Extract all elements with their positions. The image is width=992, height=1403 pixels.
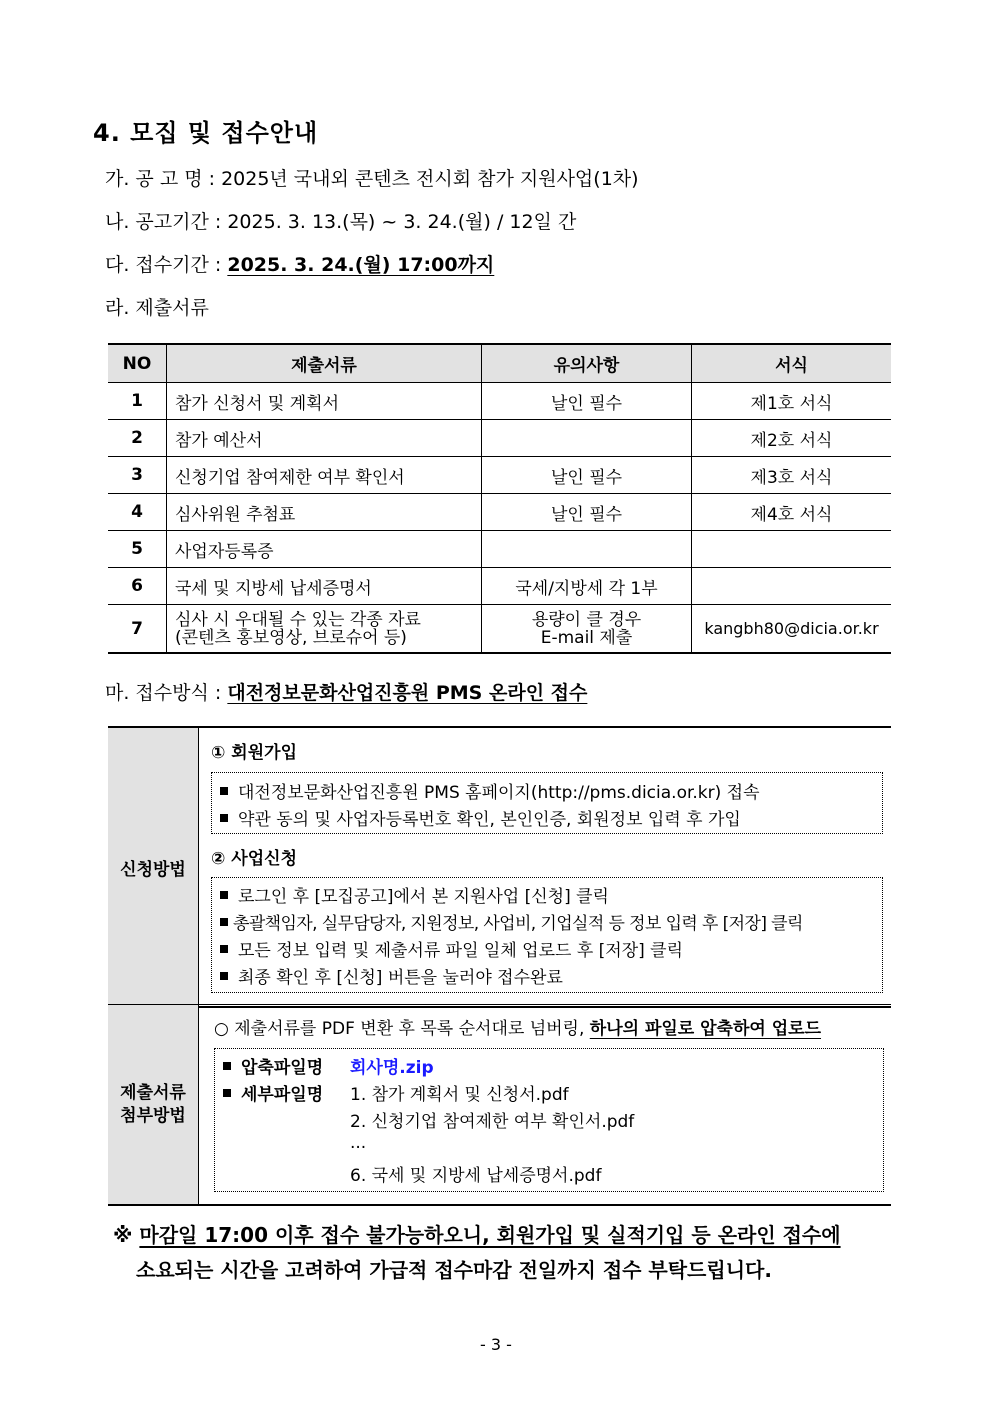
info-ma-label: 마. 접수방식 : [105, 682, 228, 704]
info-ma [105, 678, 587, 705]
row-doc-line2: (콘텐츠 홍보영상, 브로슈어 등) [175, 627, 407, 648]
row-no: 6 [108, 568, 167, 605]
list-item: 모든 정보 입력 및 제출서류 파일 일체 업로드 후 [저장] 클릭 [220, 936, 683, 961]
list-item: 약관 동의 및 사업자등록번호 확인, 본인인증, 회원정보 입력 후 가입 [220, 805, 741, 830]
info-ga-label: 가. 공 고 명 : [105, 168, 222, 190]
attach-intro-emph: 하나의 파일로 압축하여 업로드 [589, 1019, 822, 1039]
row-note-line1: 용량이 클 경우 [531, 609, 642, 630]
attach-method-box [108, 1004, 891, 1206]
row-form: 제3호 서식 [692, 457, 892, 494]
row-form-email: kangbh80@dicia.or.kr [692, 605, 892, 654]
info-da [105, 250, 494, 277]
table-header-note: 유의사항 [482, 344, 692, 383]
file-item: 6. 국세 및 지방세 납세증명서.pdf [350, 1166, 602, 1186]
row-note [482, 605, 692, 654]
table-row [108, 568, 891, 605]
apply-method-box [108, 726, 891, 1008]
row-form: 제2호 서식 [692, 420, 892, 457]
row-no: 2 [108, 420, 167, 457]
row-no: 5 [108, 531, 167, 568]
documents-table [108, 343, 891, 654]
file-item: 1. 참가 계획서 및 신청서.pdf [350, 1085, 569, 1105]
row-doc: 사업자등록증 [167, 531, 482, 568]
square-bullet-icon [223, 1089, 231, 1097]
table-header-row [108, 344, 891, 383]
table-row [108, 605, 891, 654]
row-doc [167, 605, 482, 654]
step1-title: ① 회원가입 [211, 743, 297, 763]
square-bullet-icon [220, 787, 228, 795]
row-note: 국세/지방세 각 1부 [482, 568, 692, 605]
zip-name-label: 압축파일명 [223, 1053, 323, 1078]
file-item: 2. 신청기업 참여제한 여부 확인서.pdf [350, 1112, 635, 1132]
row-doc-line1: 심사 시 우대될 수 있는 각종 자료 [175, 609, 421, 630]
row-form [692, 568, 892, 605]
row-doc: 참가 신청서 및 계획서 [167, 383, 482, 420]
files-label: 세부파일명 [223, 1080, 323, 1105]
step1-list [211, 772, 883, 834]
square-bullet-icon [220, 945, 228, 953]
file-item: ... [350, 1133, 367, 1153]
apply-method-label: 신청방법 [108, 728, 199, 1006]
row-form [692, 531, 892, 568]
info-ma-value: 대전정보문화산업진흥원 PMS 온라인 접수 [227, 682, 588, 704]
info-na-label: 나. 공고기간 : [105, 211, 228, 233]
row-no: 7 [108, 605, 167, 654]
table-row [108, 531, 891, 568]
square-bullet-icon [220, 891, 228, 899]
notice-line1: ※ 마감일 17:00 이후 접수 불가능하오니, 회원가입 및 실적기입 등 온라인 접수에 [113, 1223, 841, 1247]
row-doc: 신청기업 참여제한 여부 확인서 [167, 457, 482, 494]
info-da-label: 다. 접수기간 : [105, 254, 228, 276]
notice-line2: 소요되는 시간을 고려하여 가급적 접수마감 전일까지 접수 부탁드립니다. [136, 1258, 772, 1282]
table-row [108, 457, 891, 494]
info-ra: 라. 제출서류 [105, 297, 209, 319]
attach-intro: ○ 제출서류를 PDF 변환 후 목록 순서대로 넘버링, 하나의 파일로 압축하여 업로드 [214, 1019, 822, 1039]
zip-name-value: 회사명.zip [350, 1058, 434, 1078]
info-ga-value: 2025년 국내외 콘텐츠 전시회 참가 지원사업(1차) [221, 168, 639, 190]
list-item: 로그인 후 [모집공고]에서 본 지원사업 [신청] 클릭 [220, 882, 609, 907]
square-bullet-icon [220, 918, 228, 926]
square-bullet-icon [220, 814, 228, 822]
list-item: 대전정보문화산업진흥원 PMS 홈페이지(http://pms.dicia.or.kr) 접속 [220, 778, 760, 803]
step2-list [211, 877, 883, 993]
row-doc: 참가 예산서 [167, 420, 482, 457]
attach-method-label: 제출서류 첨부방법 [108, 1005, 199, 1204]
square-bullet-icon [220, 972, 228, 980]
row-note: 날인 필수 [482, 457, 692, 494]
square-bullet-icon [223, 1062, 231, 1070]
row-no: 4 [108, 494, 167, 531]
row-note [482, 531, 692, 568]
table-row [108, 420, 891, 457]
row-doc: 국세 및 지방세 납세증명서 [167, 568, 482, 605]
section-title: 4. 모집 및 접수안내 [93, 119, 319, 147]
table-header-doc: 제출서류 [167, 344, 482, 383]
row-note: 날인 필수 [482, 494, 692, 531]
page-number: - 3 - [480, 1335, 512, 1354]
row-no: 3 [108, 457, 167, 494]
row-note-line2: E-mail 제출 [540, 627, 633, 648]
notice-mark: ※ [113, 1223, 140, 1247]
row-note: 날인 필수 [482, 383, 692, 420]
table-header-form: 서식 [692, 344, 892, 383]
table-row [108, 494, 891, 531]
attach-file-list [214, 1048, 884, 1192]
info-ga [105, 164, 639, 191]
info-da-value: 2025. 3. 24.(월) 17:00까지 [227, 254, 495, 276]
step2-title: ② 사업신청 [211, 849, 297, 869]
row-doc: 심사위원 추첨표 [167, 494, 482, 531]
table-row [108, 383, 891, 420]
row-form: 제1호 서식 [692, 383, 892, 420]
list-item: 최종 확인 후 [신청] 버튼을 눌러야 접수완료 [220, 963, 563, 988]
info-na [105, 207, 576, 234]
list-item: 총괄책임자, 실무담당자, 지원정보, 사업비, 기업실적 등 정보 입력 후 [저장] 클릭 [220, 909, 803, 934]
row-note [482, 420, 692, 457]
info-na-value: 2025. 3. 13.(목) ~ 3. 24.(월) / 12일 간 [227, 211, 577, 233]
row-no: 1 [108, 383, 167, 420]
row-form: 제4호 서식 [692, 494, 892, 531]
table-header-no: NO [108, 344, 167, 383]
